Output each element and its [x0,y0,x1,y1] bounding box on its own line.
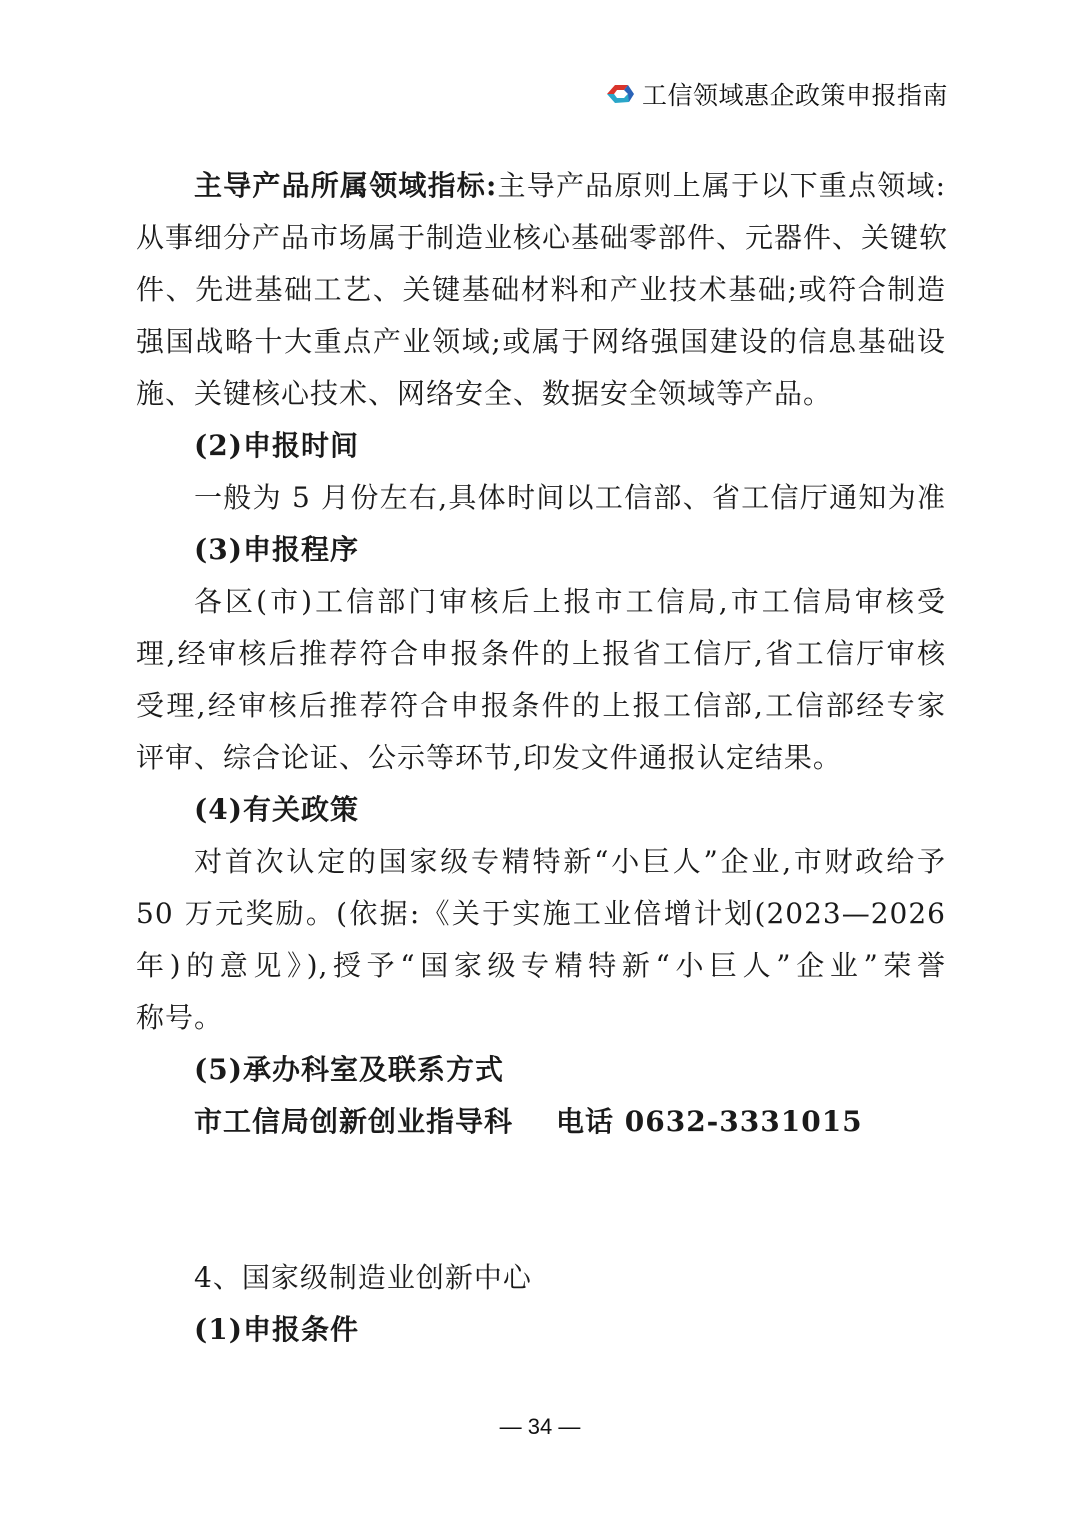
paragraph-line: 理,经审核后推荐符合申报条件的上报省工信厅,省工信厅审核 [136,637,946,670]
paragraph-line: 称号。 [136,1001,224,1034]
document-body [136,160,949,1356]
domain-label: 主导产品所属领域指标: [194,169,498,202]
section-title: 4、国家级制造业创新中心 [194,1261,532,1294]
paragraph-line: 受理,经审核后推荐符合申报条件的上报工信部,工信部经专家 [136,689,946,722]
paragraph-line: 从事细分产品市场属于制造业核心基础零部件、元器件、关键软 [136,221,949,254]
page-header [604,74,948,114]
tricolor-arrow-logo-icon [604,78,636,110]
paragraph-line: 年)的意见》),授予“国家级专精特新“小巨人”企业”荣誉 [136,949,946,982]
paragraph-line: 评审、综合论证、公示等环节,印发文件通报认定结果。 [136,741,842,774]
paragraph-line: 一般为 5 月份左右,具体时间以工信部、省工信厅通知为准 [194,481,946,514]
page-number: — 34 — [499,1414,581,1439]
section-heading: (1)申报条件 [194,1313,359,1346]
paragraph-line: 对首次认定的国家级专精特新“小巨人”企业,市财政给予 [194,845,946,878]
header-title: 工信领域惠企政策申报指南 [641,81,948,110]
paragraph-line: 50 万元奖励。(依据:《关于实施工业倍增计划(2023—2026 [136,897,946,930]
section-heading: (2)申报时间 [194,429,359,462]
section-heading: (4)有关政策 [194,793,359,826]
paragraph-line: 强国战略十大重点产业领域;或属于网络强国建设的信息基础设 [136,325,946,358]
spacer [136,1148,946,1252]
section-heading: (3)申报程序 [194,533,359,566]
paragraph-line: 件、先进基础工艺、关键基础材料和产业技术基础;或符合制造 [136,273,946,306]
paragraph-line: 施、关键核心技术、网络安全、数据安全领域等产品。 [136,377,833,410]
paragraph-line: 各区(市)工信部门审核后上报市工信局,市工信局审核受 [194,585,946,618]
section-heading: (5)承办科室及联系方式 [194,1053,504,1086]
contact-line: 市工信局创新创业指导科 电话 0632-3331015 [194,1105,863,1138]
paragraph-line: 主导产品所属领域指标:主导产品原则上属于以下重点领域: [194,169,947,202]
